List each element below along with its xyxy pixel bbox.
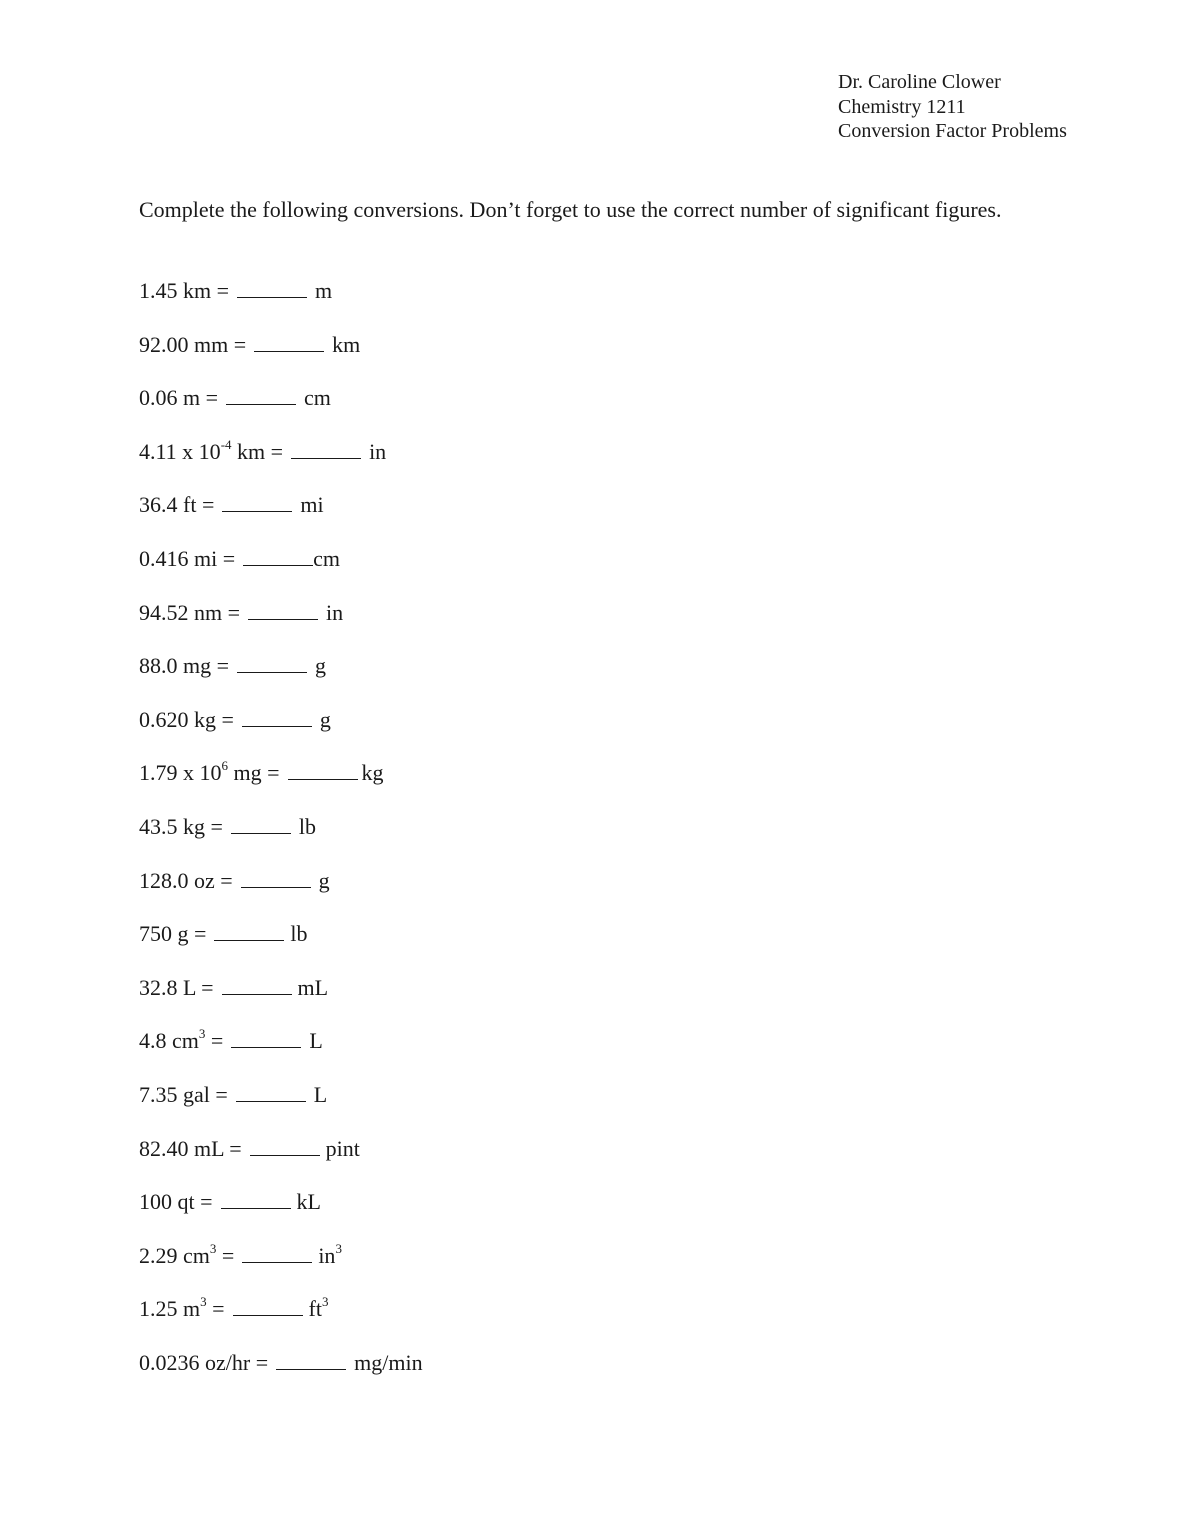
- answer-blank[interactable]: [222, 491, 292, 512]
- target-unit: mg/min: [354, 1349, 423, 1375]
- given-quantity: 0.0236 oz/hr =: [139, 1349, 269, 1375]
- target-unit: lb: [298, 813, 317, 839]
- instructions: Complete the following conversions. Don’t forget to use the correct number of significant figures.: [139, 197, 1002, 222]
- answer-blank[interactable]: [226, 384, 296, 405]
- conversion-problem: [139, 438, 423, 492]
- answer-blank[interactable]: [214, 920, 284, 941]
- answer-blank[interactable]: [241, 867, 311, 888]
- conversion-problem: [139, 1349, 423, 1403]
- given-quantity: 0.416 mi =: [139, 545, 236, 571]
- target-base: ft: [308, 1296, 322, 1322]
- conversion-problem: [139, 706, 423, 760]
- target-unit: in: [369, 438, 387, 464]
- target-unit: km: [332, 331, 361, 357]
- given-base: 1.25 m: [139, 1296, 201, 1322]
- given-base: 1.79 x 10: [139, 760, 222, 786]
- given-quantity: 94.52 nm =: [139, 599, 241, 625]
- given-quantity: 128.0 oz =: [139, 867, 233, 893]
- answer-blank[interactable]: [242, 706, 312, 727]
- answer-blank[interactable]: [250, 1135, 320, 1156]
- target-unit: g: [318, 867, 330, 893]
- given-quantity: 36.4 ft =: [139, 492, 215, 518]
- target-unit: [309, 1296, 329, 1321]
- target-unit: g: [319, 706, 331, 732]
- given-quantity: 0.620 kg =: [139, 706, 234, 732]
- given-quantity: 32.8 L =: [139, 974, 214, 1000]
- given-quantity: 100 qt =: [139, 1189, 213, 1215]
- given-quantity: [139, 1240, 235, 1268]
- given-exponent: 3: [198, 1026, 206, 1042]
- given-exponent: 6: [221, 758, 228, 774]
- answer-blank[interactable]: [231, 813, 291, 834]
- given-exponent: -4: [220, 436, 232, 452]
- problem-list: [139, 277, 423, 1402]
- given-exponent: 3: [209, 1240, 217, 1256]
- target-exponent: 3: [335, 1240, 342, 1256]
- target-unit: m: [315, 278, 333, 303]
- given-exponent: 3: [200, 1294, 207, 1310]
- given-quantity: 1.45 km =: [139, 278, 230, 303]
- target-unit: mL: [297, 974, 329, 1000]
- conversion-problem: [139, 331, 423, 385]
- target-unit: L: [313, 1081, 328, 1107]
- target-unit: g: [315, 653, 327, 679]
- answer-blank[interactable]: [236, 1081, 306, 1102]
- target-unit: cm: [313, 545, 341, 571]
- worksheet-header: [838, 70, 1067, 144]
- answer-blank[interactable]: [237, 652, 307, 673]
- target-unit: kL: [296, 1189, 321, 1215]
- conversion-problem: [139, 277, 423, 331]
- author-name: Dr. Caroline Clower: [838, 71, 1001, 93]
- answer-blank[interactable]: [237, 277, 307, 298]
- answer-blank[interactable]: [231, 1027, 301, 1048]
- answer-blank[interactable]: [248, 599, 318, 620]
- given-quantity: 43.5 kg =: [139, 813, 223, 839]
- answer-blank[interactable]: [222, 974, 292, 995]
- given-quantity: [139, 436, 284, 464]
- target-unit: in: [326, 599, 344, 625]
- conversion-problem: [139, 1027, 423, 1081]
- given-unit: mg =: [228, 760, 280, 786]
- conversion-problem: [139, 652, 423, 706]
- assignment-title: Conversion Factor Problems: [838, 120, 1067, 142]
- given-quantity: [139, 760, 280, 785]
- conversion-problem: [139, 491, 423, 545]
- answer-blank[interactable]: [221, 1188, 291, 1209]
- given-unit: =: [206, 1296, 225, 1322]
- given-quantity: 92.00 mm =: [139, 331, 247, 357]
- target-unit: cm: [304, 385, 331, 411]
- conversion-problem: [139, 759, 423, 813]
- answer-blank[interactable]: [254, 331, 324, 352]
- answer-blank[interactable]: [233, 1295, 303, 1316]
- conversion-problem: [139, 1242, 423, 1296]
- given-quantity: [139, 1028, 223, 1053]
- given-base: 2.29 cm: [139, 1242, 210, 1268]
- conversion-problem: [139, 1135, 423, 1189]
- answer-blank[interactable]: [243, 545, 313, 566]
- conversion-problem: [139, 813, 423, 867]
- conversion-problem: [139, 545, 423, 599]
- given-unit: =: [205, 1028, 224, 1054]
- conversion-problem: [139, 599, 423, 653]
- conversion-problem: [139, 1188, 423, 1242]
- answer-blank[interactable]: [242, 1242, 312, 1263]
- course-name: Chemistry 1211: [838, 95, 966, 118]
- answer-blank[interactable]: [288, 759, 358, 780]
- target-base: in: [318, 1242, 336, 1268]
- conversion-problem: [139, 384, 423, 438]
- target-exponent: 3: [322, 1294, 329, 1310]
- conversion-problem: [139, 867, 423, 921]
- given-quantity: 0.06 m =: [139, 385, 219, 411]
- answer-blank[interactable]: [291, 438, 361, 459]
- answer-blank[interactable]: [276, 1349, 346, 1370]
- target-unit: pint: [325, 1135, 360, 1161]
- target-unit: kg: [361, 760, 384, 786]
- given-base: 4.8 cm: [139, 1028, 199, 1054]
- target-unit: L: [309, 1028, 323, 1054]
- target-unit: lb: [290, 921, 308, 947]
- given-unit: km =: [231, 438, 284, 464]
- given-base: 4.11 x 10: [139, 438, 221, 464]
- target-unit: mi: [300, 492, 324, 518]
- given-quantity: 750 g =: [139, 921, 207, 947]
- target-unit: [318, 1240, 342, 1268]
- given-quantity: [139, 1296, 225, 1321]
- given-quantity: 82.40 mL =: [139, 1135, 242, 1161]
- conversion-problem: [139, 920, 423, 974]
- conversion-problem: [139, 1295, 423, 1349]
- given-quantity: 7.35 gal =: [139, 1081, 228, 1107]
- given-unit: =: [216, 1242, 235, 1268]
- conversion-problem: [139, 1081, 423, 1135]
- conversion-problem: [139, 974, 423, 1028]
- given-quantity: 88.0 mg =: [139, 653, 230, 679]
